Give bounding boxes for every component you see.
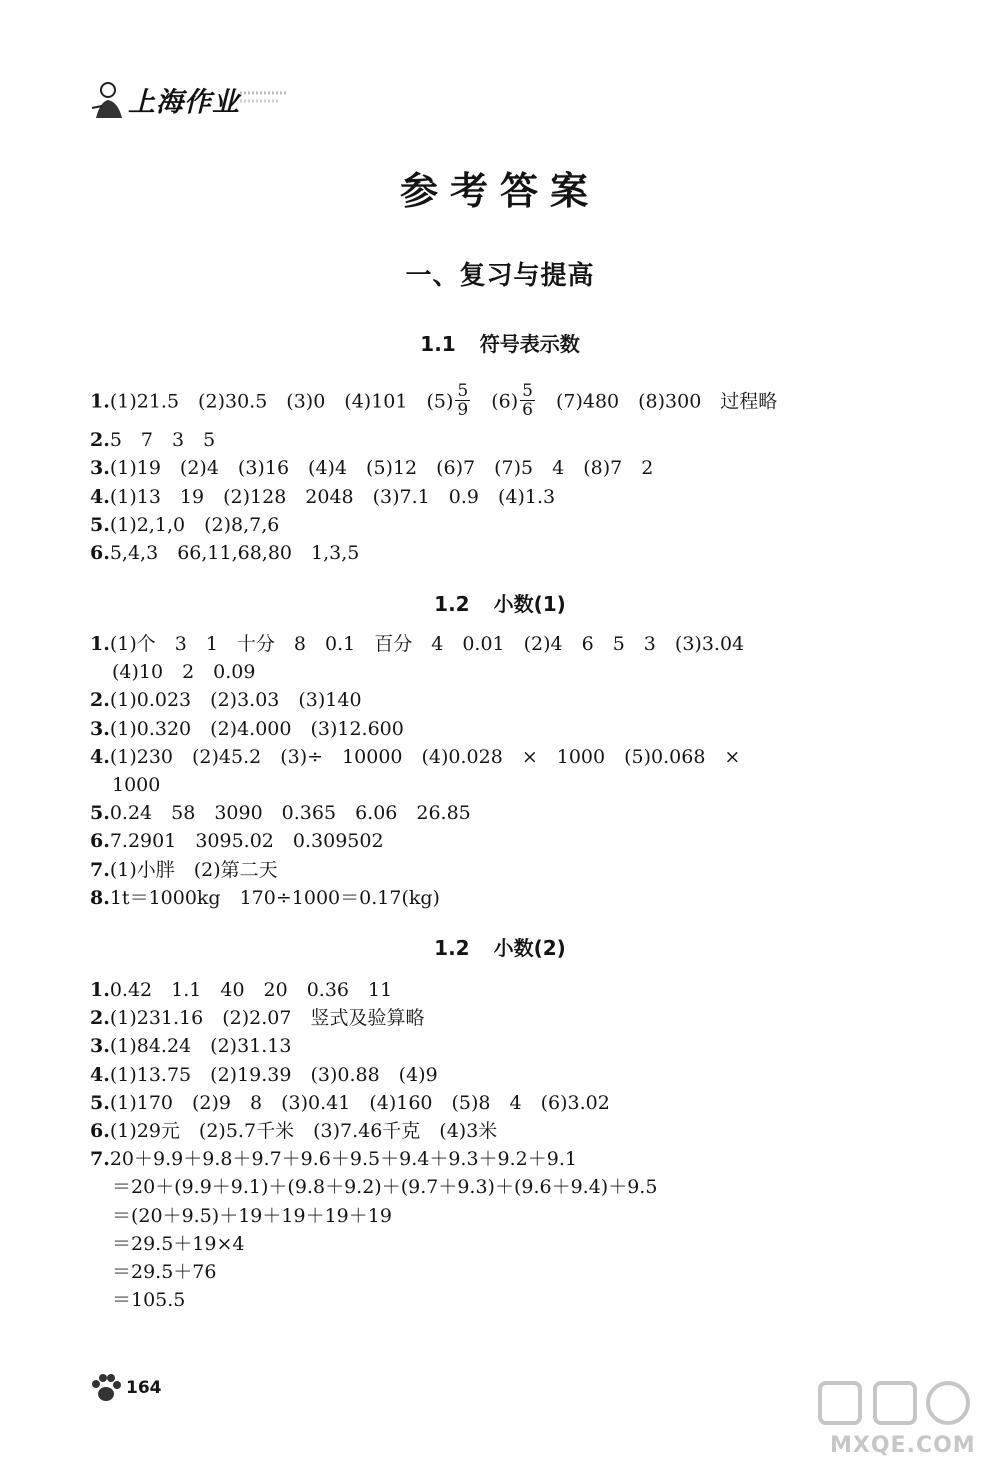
section-title (0, 932, 1000, 961)
answer-text: (1)170 (2)9 8 (3)0.41 (4)160 (5)8 4 (6)3.02 (109, 1091, 610, 1114)
question-number: 4. (90, 745, 110, 768)
question-number: 6. (90, 542, 110, 564)
section-name: 小数(2) (493, 936, 566, 960)
question-number: 2. (90, 429, 110, 452)
question-number: 6. (90, 1120, 110, 1142)
answer-text: (1)2,1,0 (2)8,7,6 (109, 513, 280, 536)
question-number: 3. (90, 1035, 110, 1058)
logo-decoration (240, 88, 290, 108)
answer-line (90, 1006, 424, 1030)
answer-text: (1)29元 (2)5.7千米 (3)7.46千克 (4)3米 (109, 1120, 498, 1142)
paw-icon (88, 1370, 124, 1406)
question-number: 7. (90, 858, 110, 881)
question-number: 4. (90, 485, 110, 508)
answer-text: (1)小胖 (2)第二天 (109, 858, 278, 881)
answer-text: (1)21.5 (2)30.5 (3)0 (4)101 (5) (109, 390, 454, 413)
fraction (520, 382, 535, 419)
answer-line (90, 1063, 438, 1087)
answer-text: 1000 (112, 774, 161, 796)
answer-line (112, 773, 160, 797)
answer-line (90, 1091, 610, 1115)
answer-text: ＝20＋(9.9＋9.1)＋(9.8＋9.2)＋(9.7＋9.3)＋(9.6＋9.4)＋9.5 (112, 1176, 658, 1199)
answer-text: (1)84.24 (2)31.13 (109, 1035, 292, 1058)
answer-text: ＝(20＋9.5)＋19＋19＋19＋19 (112, 1204, 392, 1227)
answer-text: 5 7 3 5 (109, 429, 216, 452)
answer-line (90, 1147, 577, 1171)
question-number: 4. (90, 1063, 110, 1086)
page-title: 参考答案 (399, 169, 600, 213)
page-footer (88, 1370, 248, 1410)
page-number: 164 (126, 1378, 162, 1398)
answer-line (90, 745, 740, 769)
answer-line (90, 1119, 497, 1143)
section-title (0, 328, 1000, 357)
answer-line (90, 886, 440, 910)
question-number: 6. (90, 830, 110, 853)
watermark-text: MXQE.COM (830, 1433, 976, 1458)
question-number: 2. (90, 1007, 110, 1030)
answer-line (90, 485, 555, 509)
chapter-title: 一、复习与提高 (405, 261, 595, 291)
answer-text: ＝105.5 (112, 1289, 186, 1312)
answer-line (90, 632, 744, 656)
answer-text: ＝29.5＋19×4 (112, 1232, 245, 1255)
answer-line (90, 513, 279, 537)
answer-line (112, 1232, 245, 1256)
question-number: 5. (90, 513, 110, 536)
answer-text: (1)0.023 (2)3.03 (3)140 (109, 689, 362, 712)
section-number: 1.2 (434, 592, 470, 616)
answer-line (90, 1034, 291, 1058)
fraction-numerator: 5 (522, 381, 533, 401)
answer-text: 0.42 1.1 40 20 0.36 11 (109, 979, 393, 1001)
answer-text: 7.2901 3095.02 0.309502 (109, 830, 384, 853)
question-number: 5. (90, 1091, 110, 1114)
question-number: 1. (90, 633, 110, 655)
answer-text: (6) (472, 390, 519, 413)
answer-text: ＝29.5＋76 (112, 1261, 217, 1283)
section-number: 1.2 (434, 936, 470, 960)
answer-line (90, 858, 278, 882)
answer-text: (1)0.320 (2)4.000 (3)12.600 (109, 717, 404, 740)
answer-text: (1)个 3 1 十分 8 0.1 百分 4 0.01 (2)4 6 5 3 (3)3.04 (109, 633, 745, 655)
answer-line (112, 1260, 216, 1284)
section-title (0, 588, 1000, 617)
answer-line (90, 717, 404, 741)
page-header (88, 74, 348, 130)
section-name: 小数(1) (493, 592, 566, 616)
answer-line (112, 1175, 657, 1199)
logo-text: 上海作业 (128, 87, 240, 118)
answer-line (90, 801, 471, 825)
answer-text: 0.24 58 3090 0.365 6.06 26.85 (109, 802, 471, 825)
fraction (455, 382, 470, 419)
question-number: 1. (90, 979, 110, 1001)
answer-line (112, 1288, 185, 1312)
answer-text: (1)231.16 (2)2.07 竖式及验算略 (109, 1007, 425, 1030)
answer-text: (4)10 2 0.09 (112, 661, 256, 684)
answer-line (90, 541, 359, 565)
answer-text: 5,4,3 66,11,68,80 1,3,5 (109, 542, 360, 564)
fraction-denominator: 9 (457, 400, 469, 420)
question-number: 2. (90, 689, 110, 712)
question-number: 3. (90, 457, 110, 480)
question-number: 5. (90, 802, 110, 825)
answer-line (90, 456, 653, 480)
answer-text: 20＋9.9＋9.8＋9.7＋9.6＋9.5＋9.4＋9.3＋9.2＋9.1 (109, 1148, 577, 1171)
answer-text: (1)13 19 (2)128 2048 (3)7.1 0.9 (4)1.3 (109, 485, 556, 508)
answer-text: (1)13.75 (2)19.39 (3)0.88 (4)9 (109, 1063, 438, 1086)
answer-line (90, 428, 215, 452)
answer-text: (1)19 (2)4 (3)16 (4)4 (5)12 (6)7 (7)5 4 (8)7 2 (109, 457, 654, 480)
answer-line (90, 381, 778, 421)
question-number: 1. (90, 390, 110, 413)
watermark (790, 1375, 990, 1460)
boy-icon (88, 78, 132, 122)
watermark-logo-icon (790, 1375, 990, 1435)
answer-text: 1t＝1000kg 170÷1000＝0.17(kg) (109, 886, 440, 909)
answer-line (112, 1204, 392, 1228)
answer-line (112, 660, 255, 684)
answer-line (90, 978, 392, 1002)
fraction-denominator: 6 (522, 400, 533, 420)
answer-text: (7)480 (8)300 过程略 (536, 390, 778, 413)
section-name: 符号表示数 (479, 332, 580, 356)
question-number: 8. (90, 886, 110, 909)
section-number: 1.1 (420, 332, 456, 356)
answer-text: (1)230 (2)45.2 (3)÷ 10000 (4)0.028 × 1000 (5)0.068 × (109, 745, 741, 768)
question-number: 7. (90, 1148, 110, 1171)
question-number: 3. (90, 717, 110, 740)
answer-line (90, 829, 384, 853)
answer-line (90, 688, 362, 712)
fraction-numerator: 5 (457, 381, 469, 401)
